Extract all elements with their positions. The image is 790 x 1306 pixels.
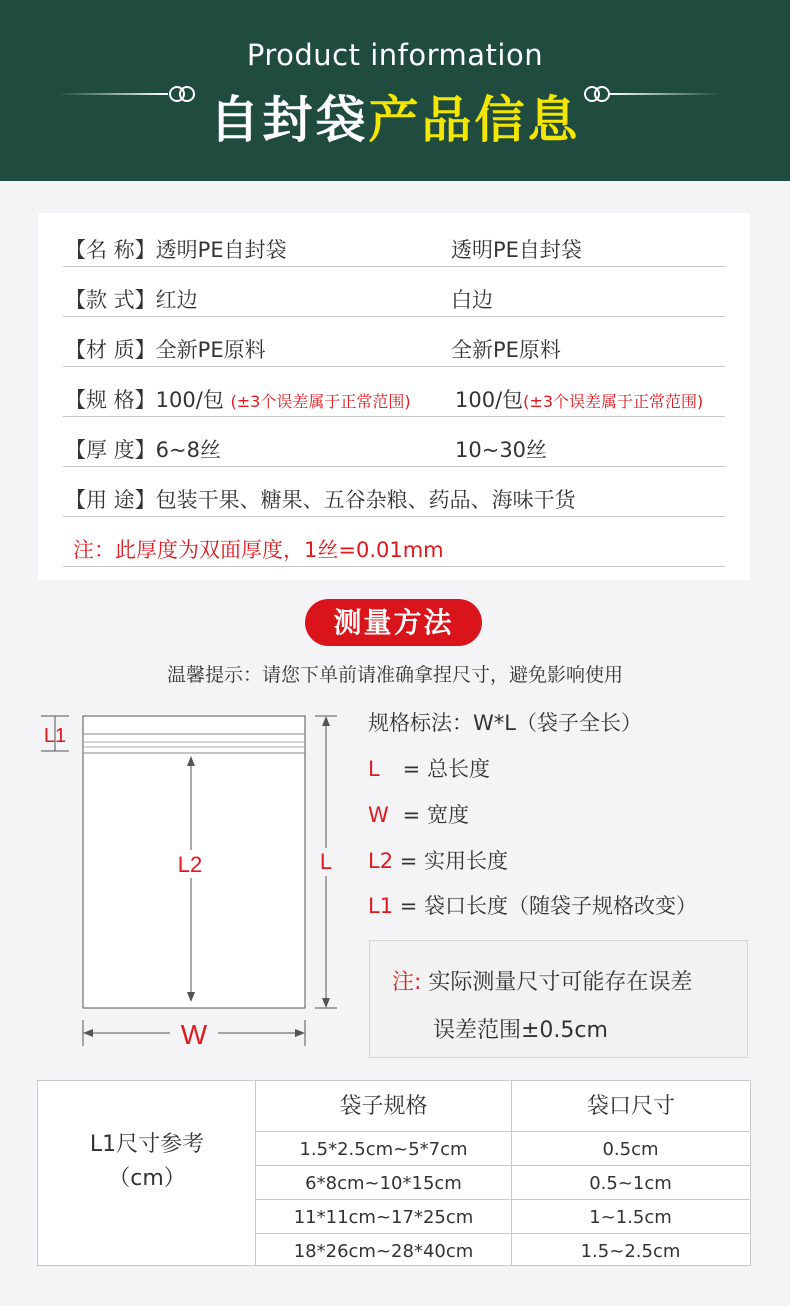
header-divider-right bbox=[610, 93, 720, 95]
row-header-line1: L1尺寸参考 bbox=[89, 1132, 205, 1157]
measure-tip: 温馨提示：请您下单前请准确拿捏尺寸，避免影响使用 bbox=[166, 664, 623, 686]
info-row-spec bbox=[63, 367, 725, 417]
product-info-card bbox=[38, 213, 750, 580]
header-title bbox=[0, 80, 790, 152]
info-row-thickness bbox=[63, 417, 725, 467]
legend-key: L bbox=[368, 757, 380, 781]
legend-key: L2 bbox=[368, 849, 394, 873]
legend-key: L1 bbox=[368, 894, 394, 918]
legend-item-l1 bbox=[368, 890, 697, 920]
size-cell: 6*8cm~10*15cm bbox=[305, 1173, 462, 1194]
info-row-style bbox=[63, 267, 725, 317]
table-row bbox=[256, 1233, 750, 1267]
size-cell: 1.5*2.5cm~5*7cm bbox=[299, 1139, 468, 1160]
info-label: 【厚 度】6~8丝 bbox=[65, 438, 221, 462]
info-row-name bbox=[63, 217, 725, 267]
header-banner bbox=[0, 0, 790, 181]
legend-text: = 总长度 bbox=[396, 757, 490, 781]
legend-key: W bbox=[368, 803, 389, 827]
info-value: 透明PE自封袋 bbox=[451, 238, 582, 262]
l-arrow-top bbox=[322, 716, 330, 726]
info-footnote-row bbox=[63, 517, 725, 567]
legend-item-w bbox=[368, 799, 469, 829]
l1-label: L1 bbox=[43, 725, 67, 747]
info-value bbox=[455, 384, 703, 414]
info-value: 全新PE原料 bbox=[451, 338, 561, 362]
mouth-cell: 1.5~2.5cm bbox=[580, 1241, 681, 1262]
l-label: L bbox=[319, 849, 333, 874]
legend-item-l bbox=[368, 753, 490, 783]
spec-notation: 规格标法：W*L（袋子全长） bbox=[368, 711, 642, 735]
legend-text: = 宽度 bbox=[396, 803, 469, 827]
table-row bbox=[256, 1199, 750, 1233]
info-value: 白边 bbox=[451, 288, 493, 312]
info-label: 【材 质】全新PE原料 bbox=[65, 338, 266, 362]
error-note-line2: 误差范围±0.5cm bbox=[433, 1018, 608, 1043]
column-header-mouth: 袋口尺寸 bbox=[586, 1094, 675, 1119]
spec-value-note: (±3个误差属于正常范围) bbox=[523, 392, 704, 411]
mouth-cell: 1~1.5cm bbox=[589, 1207, 672, 1228]
l1-reference-table bbox=[37, 1080, 751, 1266]
row-header-line2: （cm） bbox=[108, 1166, 186, 1191]
legend-text: = 袋口长度（随袋子规格改变） bbox=[393, 894, 698, 918]
l2-label: L2 bbox=[177, 852, 203, 877]
info-label: 【用 途】包装干果、糖果、五谷杂粮、药品、海味干货 bbox=[65, 488, 576, 512]
header-subtitle: Product information bbox=[246, 38, 544, 72]
table-row-header bbox=[38, 1081, 256, 1265]
info-label bbox=[65, 384, 411, 414]
measure-method-badge: 测量方法 bbox=[305, 599, 482, 646]
w-arrow-left bbox=[83, 1029, 93, 1037]
info-label: 【款 式】红边 bbox=[65, 288, 198, 312]
column-header-size: 袋子规格 bbox=[339, 1094, 428, 1119]
size-cell: 11*11cm~17*25cm bbox=[293, 1207, 474, 1228]
error-note-prefix: 注: bbox=[392, 970, 422, 995]
error-note-line1 bbox=[392, 965, 692, 996]
header-title-white: 自封袋 bbox=[209, 91, 369, 149]
thickness-footnote: 注：此厚度为双面厚度，1丝=0.01mm bbox=[73, 538, 444, 562]
legend-item-l2 bbox=[368, 845, 508, 875]
spec-label-note: (±3个误差属于正常范围) bbox=[230, 392, 411, 411]
info-label: 【名 称】透明PE自封袋 bbox=[65, 238, 287, 262]
info-value: 10~30丝 bbox=[455, 438, 548, 462]
w-arrow-right bbox=[295, 1029, 305, 1037]
rings-icon-right bbox=[582, 84, 612, 104]
error-note-text: 实际测量尺寸可能存在误差 bbox=[421, 970, 693, 995]
table-row bbox=[256, 1131, 750, 1165]
error-note-box bbox=[369, 940, 748, 1058]
table-row bbox=[256, 1165, 750, 1199]
mouth-cell: 0.5~1cm bbox=[589, 1173, 672, 1194]
mouth-cell: 0.5cm bbox=[602, 1139, 659, 1160]
spec-value-text: 100/包 bbox=[455, 388, 524, 412]
legend-text: = 实用长度 bbox=[393, 849, 509, 873]
spec-label-text: 【规 格】100/包 bbox=[65, 388, 224, 412]
info-row-material bbox=[63, 317, 725, 367]
info-row-usage bbox=[63, 467, 725, 517]
header-title-yellow: 产品信息 bbox=[368, 91, 581, 149]
bag-size-diagram bbox=[30, 700, 350, 1060]
w-label: W bbox=[180, 1019, 208, 1050]
l-arrow-bottom bbox=[322, 998, 330, 1008]
size-cell: 18*26cm~28*40cm bbox=[293, 1241, 474, 1262]
